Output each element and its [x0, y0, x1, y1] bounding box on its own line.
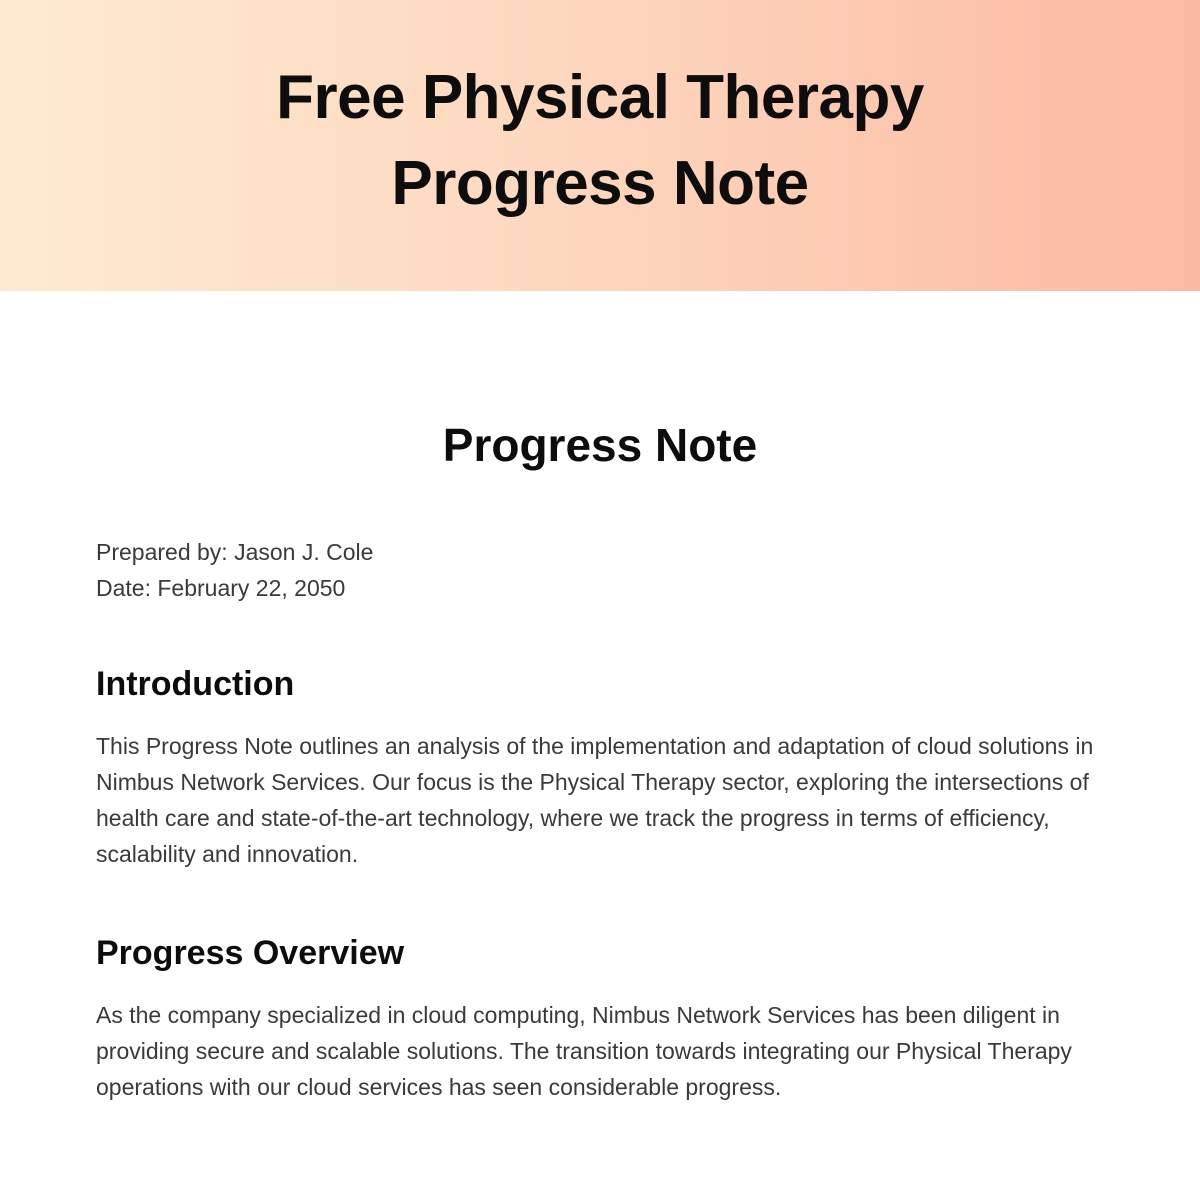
- document-date: Date: February 22, 2050: [96, 575, 346, 601]
- introduction-section: [96, 664, 1096, 872]
- document-meta: [96, 534, 373, 606]
- introduction-heading: Introduction: [96, 665, 295, 703]
- banner-title: Free Physical Therapy Progress Note: [276, 62, 924, 218]
- document-title: Progress Note: [442, 419, 758, 471]
- progress-overview-text: As the company specialized in cloud computing, Nimbus Network Services has been diligent in providing secure and scalable solutions. The transition towards integrating our Physical Therapy operations with our cloud services has seen considerable progress.: [96, 1002, 1072, 1100]
- progress-overview-heading: Progress Overview: [96, 934, 405, 972]
- header-banner: [0, 0, 1200, 291]
- prepared-by: Prepared by: Jason J. Cole: [96, 539, 374, 565]
- introduction-text: This Progress Note outlines an analysis of the implementation and adaptation of cloud solutions in Nimbus Network Services. Our focus is the Physical Therapy sector, exploring the intersections of health care and state-of-the-art technology, where we track the progress in terms of efficiency, scalability and innovation.: [96, 733, 1094, 867]
- progress-overview-section: [96, 933, 1096, 1105]
